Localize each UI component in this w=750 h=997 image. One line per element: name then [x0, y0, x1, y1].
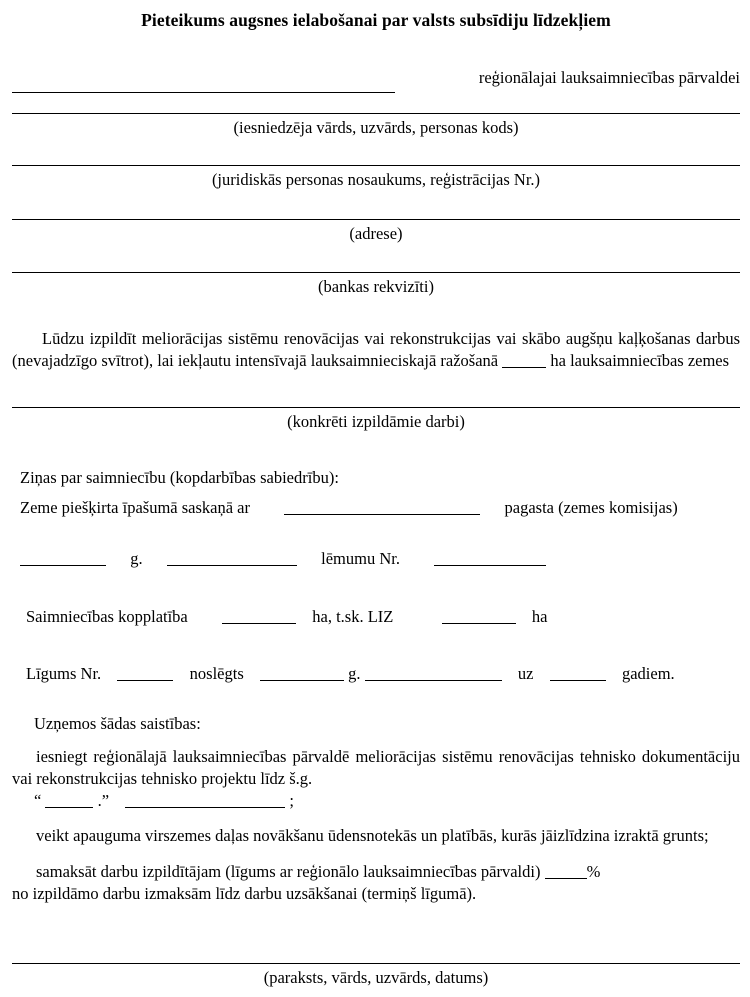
- obligation-item-2: veikt apauguma virszemes daļas novākšanu ūdensnotekās un platībās, kurās jāizlīdzina izraktā grunts;: [36, 826, 709, 846]
- decision-date-blank[interactable]: [167, 550, 297, 567]
- contract-number-blank[interactable]: [117, 665, 173, 682]
- spacer: [12, 489, 740, 497]
- land-granted-label: Zeme piešķirta īpašumā saskaņā ar: [20, 497, 250, 517]
- spacer: [12, 298, 740, 328]
- spacer: [12, 685, 740, 713]
- decision-number-blank[interactable]: [434, 550, 546, 567]
- contract-row: [12, 663, 740, 684]
- land-granted-blank[interactable]: [284, 498, 480, 515]
- decision-year-suffix: g.: [130, 549, 143, 569]
- spacer: [12, 191, 740, 219]
- contract-for-label: uz: [517, 664, 534, 684]
- obligations-heading: Uzņemos šādas saistības:: [34, 713, 201, 733]
- obligation-item-1: [12, 746, 740, 790]
- document-body: [12, 0, 740, 997]
- quote-open: “: [34, 790, 42, 810]
- contract-label: Līgums Nr.: [26, 664, 102, 684]
- spacer: [12, 139, 740, 165]
- total-area-row: [12, 606, 740, 627]
- total-area-blank[interactable]: [222, 607, 296, 624]
- spacer: [12, 433, 740, 467]
- request-paragraph: [12, 328, 740, 372]
- land-granted-row: [12, 497, 740, 518]
- quote-close: .”: [97, 790, 110, 810]
- obligation-3-percent-sign: %: [586, 862, 601, 882]
- caption-works: (konkrēti izpildāmie darbi): [287, 412, 465, 432]
- contract-date-blank[interactable]: [365, 665, 502, 682]
- decision-year-blank[interactable]: [20, 550, 106, 567]
- obligation-3-text-part1: samaksāt darbu izpildītājam (līgums ar reģionālo lauksaimniecības pārvaldi): [36, 862, 541, 882]
- spacer: [12, 905, 740, 945]
- request-text-part1: Lūdzu izpildīt meliorācijas sistēmu renovācijas vai rekonstrukcijas vai skābo augšņu kaļķošanas darbus (nevajadzīgo svītrot), lai iekļautu intensīvajā lauksaimnieciskajā ražošanā: [12, 328, 740, 370]
- decision-label: lēmumu Nr.: [321, 549, 400, 569]
- total-area-unit: ha, t.sk. LIZ: [312, 606, 394, 626]
- caption-address: (adrese): [349, 223, 403, 243]
- spacer: [12, 244, 740, 272]
- contract-years-blank[interactable]: [550, 665, 606, 682]
- spacer: [12, 847, 740, 861]
- contract-years-label: gadiem.: [621, 664, 675, 684]
- obligation-1-day-blank[interactable]: [45, 791, 93, 808]
- spacer: [12, 31, 740, 49]
- caption-legal-entity: (juridiskās personas nosaukums, reģistrācijas Nr.): [211, 170, 541, 190]
- request-text-part2: ha lauksaimniecības zemes: [550, 350, 730, 370]
- land-granted-suffix: pagasta (zemes komisijas): [504, 497, 678, 517]
- obligation-1-terminator: ;: [289, 790, 294, 810]
- addressee-line: reģionālajai lauksaimniecības pārvaldei: [478, 68, 740, 87]
- obligation-1-text: iesniegt reģionālajā lauksaimniecības pārvaldē meliorācijas sistēmu renovācijas tehnisko dokumentāciju vai rekonstrukcijas tehnisko projektu līdz š.g.: [12, 747, 740, 789]
- obligation-3-text-part2: no izpildāmo darbu izmaksām līdz darbu uzsākšanai (termiņš līgumā).: [12, 883, 477, 903]
- obligation-1-date-row: [12, 790, 740, 811]
- spacer: [12, 371, 740, 407]
- page-title: Pieteikums augsnes ielabošanai par valsts subsīdiju līdzekļiem: [141, 10, 611, 30]
- spacer: [12, 945, 740, 963]
- caption-bank-details: (bankas rekvizīti): [318, 277, 434, 297]
- contract-year-label: g.: [348, 664, 361, 684]
- request-area-blank[interactable]: [502, 351, 546, 368]
- contract-day-blank[interactable]: [260, 665, 344, 682]
- spacer: [12, 93, 740, 113]
- spacer: [12, 518, 740, 548]
- farm-info-heading: Ziņas par saimniecību (kopdarbības sabiedrību):: [20, 468, 339, 488]
- liz-area-blank[interactable]: [442, 607, 516, 624]
- total-area-label: Saimniecības kopplatība: [26, 606, 188, 626]
- decision-row: [12, 548, 740, 569]
- spacer: [12, 627, 740, 663]
- obligation-item-3: [12, 861, 740, 883]
- spacer: [12, 811, 740, 825]
- spacer: [12, 570, 740, 606]
- caption-applicant: (iesniedzēja vārds, uzvārds, personas kods): [233, 118, 519, 138]
- obligation-1-month-blank[interactable]: [125, 791, 285, 808]
- liz-unit: ha: [531, 606, 548, 626]
- spacer: [12, 734, 740, 746]
- caption-signature: (paraksts, vārds, uzvārds, datums): [263, 967, 489, 987]
- contract-concluded-label: noslēgts: [189, 664, 244, 684]
- obligation-3-percent-blank[interactable]: [545, 862, 587, 879]
